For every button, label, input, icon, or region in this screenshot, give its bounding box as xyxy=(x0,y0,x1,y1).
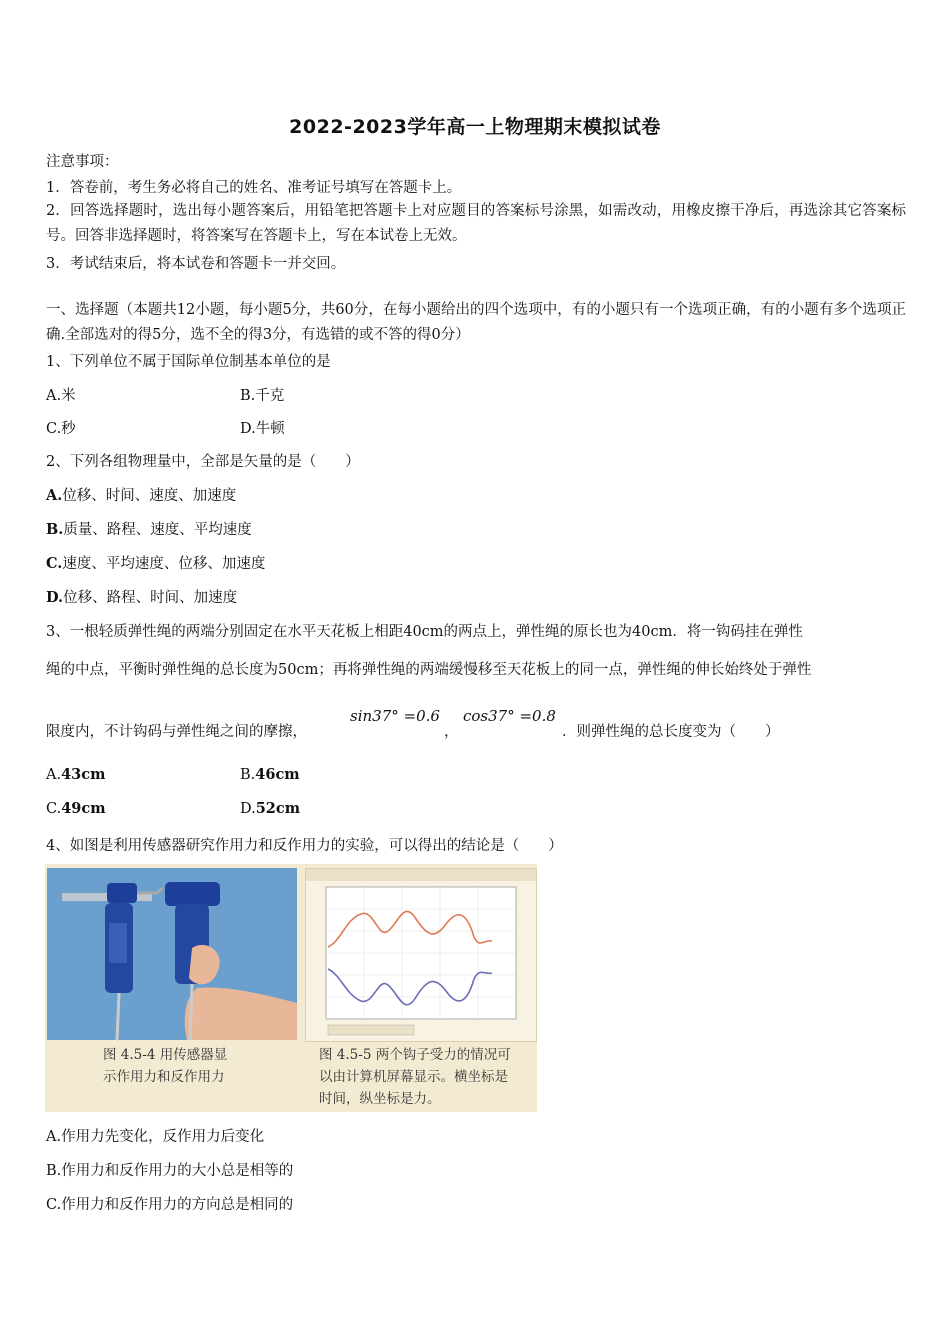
fig-right-caption xyxy=(319,1044,511,1110)
sensor-photo-illustration xyxy=(47,868,297,1040)
fig-right-caption-line-1: 图 4.5-5 两个钩子受力的情况可 xyxy=(319,1047,511,1063)
q3-option-a-text: 43cm xyxy=(61,766,106,783)
fig-right-caption-line-3: 时间，纵坐标是力。 xyxy=(319,1091,441,1107)
q1-option-b: B.千克 xyxy=(240,388,285,404)
q4-option-a: A.作用力先变化，反作用力后变化 xyxy=(46,1129,265,1145)
q2-option-a-text: 位移、时间、速度、加速度 xyxy=(62,488,237,504)
q3-option-a xyxy=(46,766,105,783)
q2-option-b-label: B. xyxy=(46,521,64,538)
q3-line-1: 3、一根轻质弹性绳的两端分别固定在水平天花板上相距40cm的两点上，弹性绳的原长也为40cm．将一钩码挂在弹性 xyxy=(46,624,803,640)
q3-option-d xyxy=(240,800,300,817)
q2-option-d-text: 位移、路程、时间、加速度 xyxy=(63,590,238,606)
q3-sin-formula: sin37° =0.6 xyxy=(350,707,440,725)
q3-option-b-label: B. xyxy=(240,767,256,783)
force-time-screen xyxy=(305,868,537,1042)
fig-left-caption-line-1: 图 4.5-4 用传感器显 xyxy=(103,1047,228,1063)
section-1-heading: 一、选择题（本题共12小题，每小题5分，共60分，在每小题给出的四个选项中，有的小题只有一个选项正确，有的小题有多个选项正确.全部选对的得5分，选不全的得3分，有选错的或不答的得0分） xyxy=(46,302,906,343)
q4-option-b: B.作用力和反作用力的大小总是相等的 xyxy=(46,1163,294,1179)
q3-option-b-text: 46cm xyxy=(255,766,300,783)
q3-option-b xyxy=(240,766,300,783)
fig-left-caption-line-2: 示作用力和反作用力 xyxy=(103,1069,225,1085)
fig-left-caption xyxy=(103,1044,227,1088)
q4-stem: 4、如图是利用传感器研究作用力和反作用力的实验，可以得出的结论是（ ） xyxy=(46,838,563,854)
q1-option-a: A.米 xyxy=(46,388,76,404)
q2-option-d-label: D. xyxy=(46,589,64,606)
q3-option-c-text: 49cm xyxy=(61,800,106,817)
exam-title: 2022-2023学年高一上物理期末模拟试卷 xyxy=(289,116,661,138)
q3-line-2: 绳的中点，平衡时弹性绳的总长度为50cm；再将弹性绳的两端缓慢移至天花板上的同一点，弹性绳的伸长始终处于弹性 xyxy=(46,662,812,678)
notice-item-2: 2．回答选择题时，选出每小题答案后，用铅笔把答题卡上对应题目的答案标号涂黑，如需改动，用橡皮擦干净后，再选涂其它答案标号。回答非选择题时，将答案写在答题卡上，写在本试卷上无效。 xyxy=(46,203,906,244)
notice-item-3: 3．考试结束后，将本试卷和答题卡一并交回。 xyxy=(46,256,346,272)
q1-option-c: C.秒 xyxy=(46,421,76,437)
notice-item-1: 1．答卷前，考生务必将自己的姓名、准考证号填写在答题卡上。 xyxy=(46,180,462,196)
q1-stem: 1、下列单位不属于国际单位制基本单位的是 xyxy=(46,354,331,370)
q2-option-a xyxy=(46,484,236,505)
q3-option-d-label: D. xyxy=(240,801,256,817)
q2-option-c xyxy=(46,552,265,573)
q4-option-c: C.作用力和反作用力的方向总是相同的 xyxy=(46,1197,294,1213)
q3-option-c-label: C. xyxy=(46,801,62,817)
q2-option-c-text: 速度、平均速度、位移、加速度 xyxy=(62,556,266,572)
q2-stem: 2、下列各组物理量中，全部是矢量的是（ ） xyxy=(46,454,360,470)
q1-options-row-1 xyxy=(46,384,76,405)
q3-option-d-text: 52cm xyxy=(255,800,301,817)
q3-cos-formula: cos37° =0.8 xyxy=(463,707,556,725)
q4-figure xyxy=(45,864,537,1112)
q3-line-3-post: ．则弹性绳的总长度变为（ ） xyxy=(562,724,780,740)
q2-option-c-label: C. xyxy=(46,555,63,572)
q3-option-a-label: A. xyxy=(46,767,62,783)
q1-option-d: D.牛顿 xyxy=(240,421,285,437)
force-time-graph xyxy=(306,869,536,1041)
q3-option-c xyxy=(46,800,106,817)
q2-option-d xyxy=(46,586,237,607)
q2-option-b xyxy=(46,518,252,539)
q2-option-b-text: 质量、路程、速度、平均速度 xyxy=(63,522,252,538)
sensor-photo xyxy=(47,868,297,1040)
q3-comma: ， xyxy=(444,724,459,740)
q2-option-a-label: A. xyxy=(46,487,63,504)
fig-right-caption-line-2: 以由计算机屏幕显示。横坐标是 xyxy=(319,1069,508,1085)
q3-line-3-pre: 限度内，不计钩码与弹性绳之间的摩擦， xyxy=(46,724,307,740)
notice-heading: 注意事项： xyxy=(46,154,119,170)
